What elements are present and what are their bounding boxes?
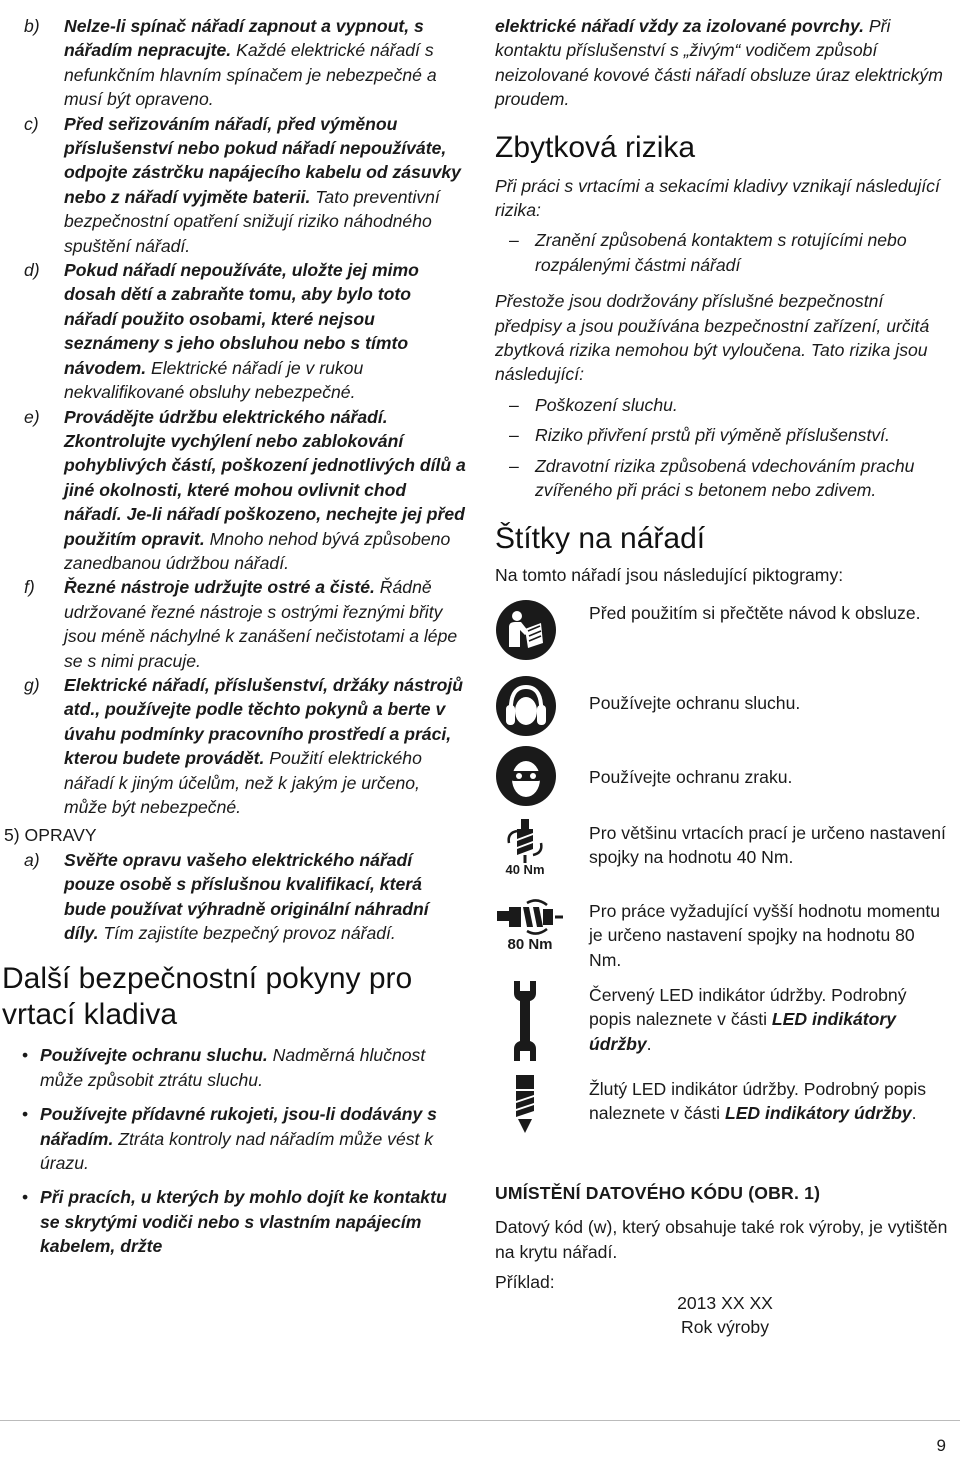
bullet-item [18,1043,466,1092]
read-manual-icon [495,599,589,661]
pictogram-row [495,981,950,1075]
item-text: Ztráta kontroly nad nářadím může vést k úrazu. [40,1128,434,1174]
list-item [18,673,466,819]
item-bold: Při pracích, u kterých by mohlo dojít ke kontaktu se skrytými vodiči nebo s vlastním napájecím kabelem, držte [40,1187,447,1257]
bullet-icon: • [22,1187,29,1208]
item-text: Použití elektrického nářadí k jiným účelům, než k jakým je určeno, může být nebezpečné. [64,748,422,817]
icon-label: 80 Nm [507,935,553,953]
item-text: Zranění způsobená kontaktem s rotujícími nebo rozpálenými částmi nářadí [535,230,907,275]
item-text: Mnoho nehod bývá způsobeno zanedbanou údržbou nářadí. [64,528,451,573]
item-bold: Před seřizováním nářadí, před výměnou příslušenství nebo pokud nářadí nepoužíváte, odpojte zástrčku napájecího kabelu od zásuvky nebo z nářadí vyjměte baterii. [64,113,461,207]
item-text: Řádně udržované řezné nástroje s ostrými řeznými břity jsou méně náchylné k zanášení nečistotami a lépe se s nimi pracuje. [64,577,458,671]
footer-divider [0,1420,960,1421]
item-bold: Provádějte údržbu elektrického nářadí. Zkontrolujte vychýlení nebo zablokování pohyblivých částí, poškození jednotlivých dílů a jiné okolnosti, které mohou ovlivnit chod nářadí. Je-li nářadí poškozeno, nechejte jej před použitím opravit. [64,406,466,549]
pictogram-row [495,599,950,669]
item-bold: Nelze-li spínač nářadí zapnout a vypnout, s nářadím nepracujte. [64,16,424,61]
list-item [18,848,466,946]
item-text: Při kontaktu příslušenství s „živým“ vodičem způsobí neizolované kovové části nářadí obsluze úraz elektrickým proudem. [495,16,943,110]
right-column [495,14,950,1339]
list-item [18,405,466,576]
item-bold: Používejte přídavné rukojeti, jsou-li dodávány s nářadím. [40,1104,437,1149]
pictogram-text: Pro většinu vrtacích prací je určeno nastavení spojky na hodnotu 40 Nm. [589,822,946,868]
pictogram-text [589,1075,950,1126]
item-bold: Řezné nástroje udržujte ostré a čisté. [64,577,375,598]
pictogram-text [589,981,950,1056]
item-label: d) [24,260,40,281]
bullet-icon: • [22,1104,29,1125]
item-label: g) [24,674,40,695]
risk-item: – Riziko přivření prstů při výměně příslušenství. [495,423,950,447]
item-text: Červený LED indikátor údržby. Podrobný popis naleznete v části [589,984,907,1030]
paragraph: Přestože jsou dodržovány příslušné bezpečnostní předpisy a jsou používána bezpečnostní zařízení, určitá zbytková rizika nemohou být vyloučena. Tato rizika jsou následující: [495,291,930,385]
section-title: Další bezpečnostní pokyny pro vrtací kladiva [2,962,413,1032]
item-text: Tato preventivní bezpečnostní opatření snižují riziko náhodného spuštění nářadí. [64,186,440,256]
item-text: Žlutý LED indikátor údržby. Podrobný popis naleznete v části [589,1078,927,1124]
item-text: . [646,1033,652,1054]
example-code: 2013 XX XX [677,1292,773,1313]
pictogram-text: Používejte ochranu zraku. [589,766,793,787]
list-item [18,14,466,112]
item-label: e) [24,406,40,427]
risk-item: – Zranění způsobená kontaktem s rotujícími nebo rozpálenými částmi nářadí [495,228,950,277]
item-label: f) [24,577,35,598]
item-bold: LED indikátory údržby [589,1009,897,1054]
left-column [2,14,466,1259]
item-label: c) [24,113,39,134]
section-title: Štítky na nářadí [495,521,706,555]
list-item [18,575,466,673]
risk-item: – Poškození sluchu. [495,393,950,417]
pictogram-row [495,675,950,739]
item-text: Poškození sluchu. [535,394,678,415]
risk-item: – Zdravotní rizika způsobená vdechováním prachu zvířeného při práci s betonem nebo zdivem. [495,454,950,503]
page-number: 9 [936,1436,946,1455]
section-title: Zbytková rizika [495,130,696,164]
bullet-item [18,1102,466,1175]
pictogram-text: Před použitím si přečtěte návod k obsluze. [589,602,921,623]
intro-text: Na tomto nářadí jsou následující piktogramy: [495,564,844,585]
icon-label: 40 Nm [505,861,545,877]
pictogram-row [495,1075,950,1159]
item-bold: LED indikátory údržby [724,1103,912,1124]
example-caption: Rok výroby [681,1316,769,1337]
example-label: Příklad: [495,1272,555,1293]
section-heading: 5) OPRAVY [4,825,97,846]
bullet-icon: • [22,1045,29,1066]
data-code-heading: UMÍSTĚNÍ DATOVÉHO KÓDU (OBR. 1) [495,1182,821,1203]
item-bold: Pokud nářadí nepoužíváte, uložte jej mimo dosah dětí a zabraňte tomu, aby bylo toto nářadí použito osobami, které nejsou seznámeny s jeho obsluhou nebo s tímto návodem. [64,260,419,378]
wrench-icon [495,981,555,1061]
ear-protection-icon [495,675,589,737]
pictogram-text: Pro práce vyžadující vyšší hodnotu momentu je určeno nastavení spojky na hodnotu 80 Nm. [589,900,941,970]
item-text: Elektrické nářadí je v rukou nekvalifikované obsluhy nebezpečné. [64,357,364,403]
continued-paragraph [495,14,950,112]
pictogram-row [495,897,950,981]
pictogram-row [495,819,950,895]
paragraph: Datový kód (w), který obsahuje také rok výroby, je vytištěn na krytu nářadí. [495,1217,948,1262]
list-item [18,258,466,404]
item-bold: Svěřte opravu vašeho elektrického nářadí pouze osobě s příslušnou kvalifikací, která bude používat výhradně originální náhradní díly. [64,849,429,944]
item-label: b) [24,16,40,36]
item-text: Zdravotní rizika způsobená vdechováním prachu zvířeného při práci s betonem nebo zdivem. [535,455,915,501]
drill-bit-icon [495,1075,555,1135]
clutch-80nm-icon [495,897,565,953]
item-text: Nadměrná hlučnost může způsobit ztrátu sluchu. [40,1045,426,1090]
item-text: Každé elektrické nářadí s nefunkčním hlavním spínačem je nebezpečné a musí být opraveno. [64,40,437,110]
item-label: a) [24,849,40,870]
bullet-item [18,1185,466,1258]
item-bold: Elektrické nářadí, příslušenství, držáky nástrojů atd., používejte podle těchto pokynů a berte v úvahu podmínky pracovního prostředí a práci, kterou budete provádět. [64,674,463,769]
item-text: . [911,1103,917,1124]
item-text: Tím zajistíte bezpečný provoz nářadí. [98,923,396,944]
pictogram-text: Používejte ochranu sluchu. [589,692,801,713]
item-bold: elektrické nářadí vždy za izolované povrchy. [495,16,864,36]
item-text: Riziko přivření prstů při výměně příslušenství. [535,425,890,446]
intro-text: Při práci s vrtacími a sekacími kladivy vznikají následující rizika: [495,175,940,221]
list-item [18,112,466,258]
item-bold: Používejte ochranu sluchu. [40,1045,268,1066]
eye-protection-icon [495,745,589,807]
pictogram-row [495,745,950,811]
clutch-40nm-icon [495,819,555,877]
